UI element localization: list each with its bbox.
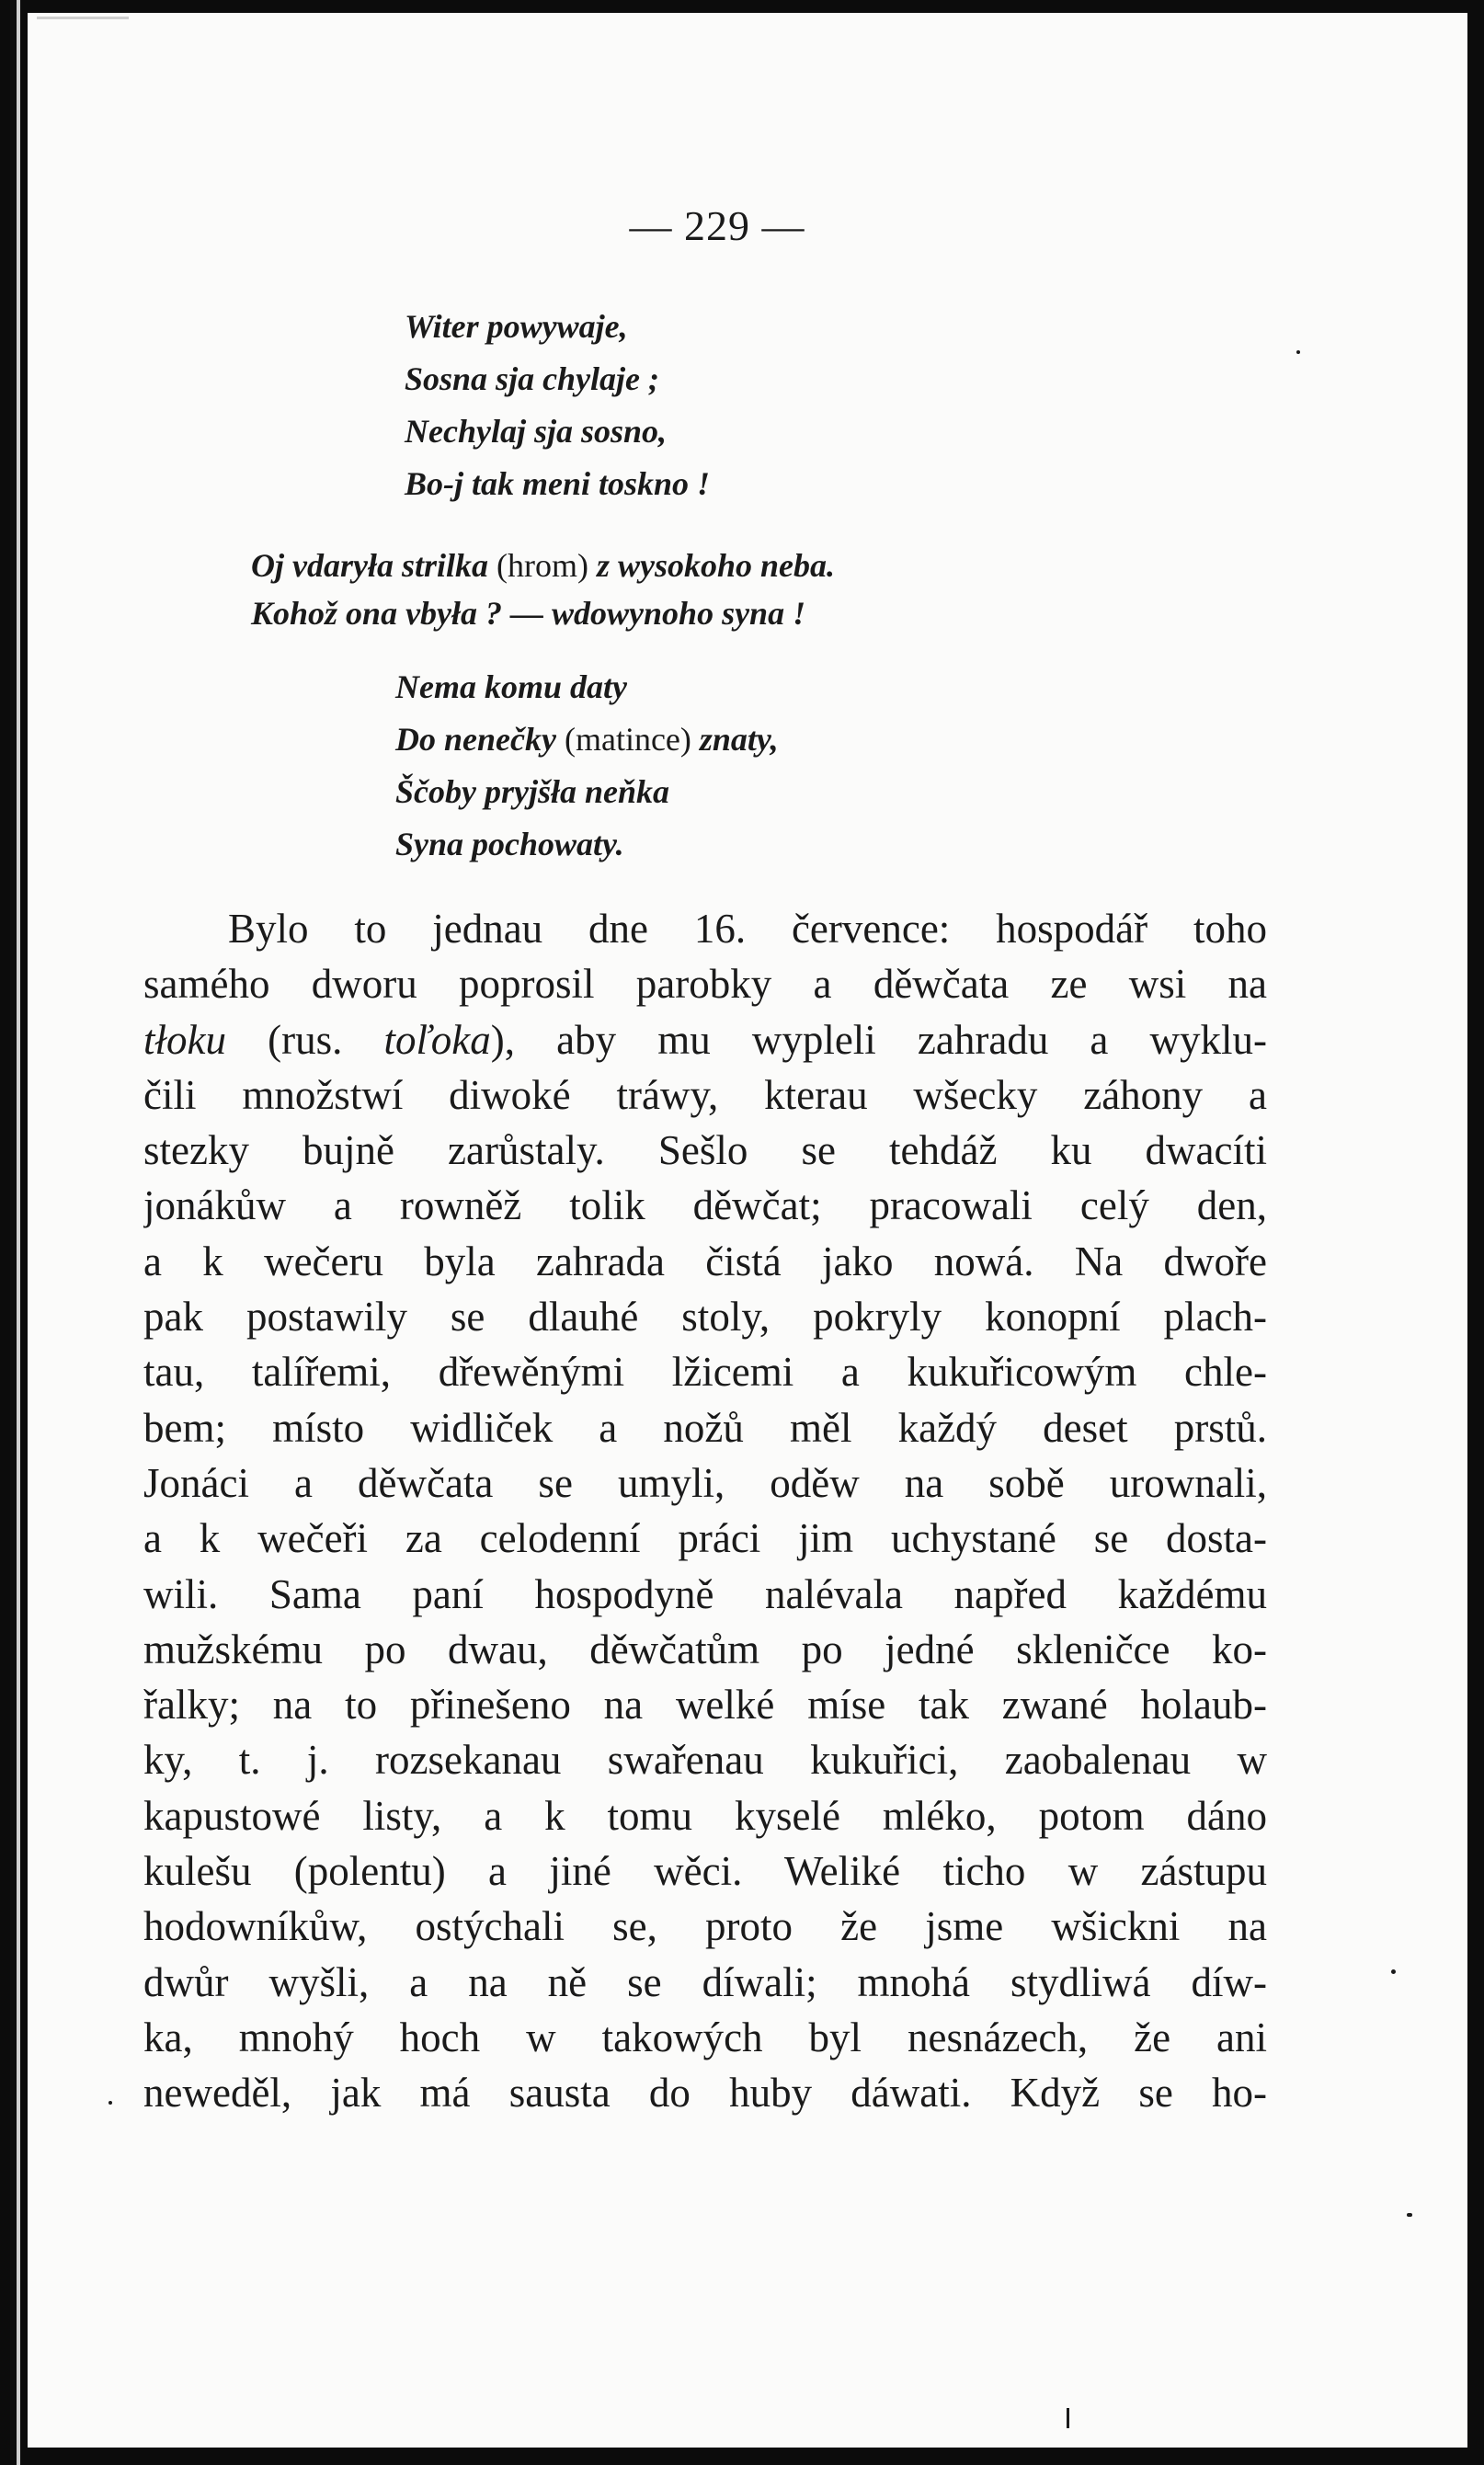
verse-text: z wysokoho neba.	[596, 547, 835, 584]
text-line: a k wečeři za celodenní práci jim uchystané se dosta-	[143, 1515, 1267, 1562]
gloss: (matince)	[564, 721, 691, 758]
text-span: ), aby mu wypleli zahradu a wyklu-	[490, 1016, 1267, 1063]
term-italic: toľoka	[383, 1016, 491, 1063]
text-line: Bylo to jednau dne 16. července: hospodář toho	[228, 906, 1267, 952]
term-italic: tłoku	[143, 1016, 226, 1063]
scan-edge-left	[17, 0, 20, 2465]
scan-speck	[1296, 350, 1300, 354]
verse-line	[395, 713, 779, 766]
body-paragraph	[143, 901, 1267, 2121]
text-line: dwůr wyšli, a na ně se díwali; mnohá stydliwá díw-	[143, 1958, 1267, 2005]
text-line: wili. Sama paní hospodyně nalévala napřed každému	[143, 1570, 1267, 1617]
text-line	[143, 1012, 1267, 1067]
text-span: (rus.	[225, 1016, 384, 1063]
text-line: kulešu (polentu) a jiné wěci. Weliké ticho w zástupu	[143, 1848, 1267, 1895]
text-line: neweděl, jak má sausta do huby dáwati. Když se ho-	[143, 2070, 1267, 2117]
scan-speck	[1391, 1969, 1396, 1974]
text-line: ky, t. j. rozsekanau swařenau kukuřici, zaobalenau w	[143, 1737, 1267, 1784]
verse-line: Syna pochowaty.	[395, 826, 624, 862]
verse-line: Kohož ona vbyła ? — wdowynoho syna !	[251, 595, 806, 632]
verse-line: Sosna sja chylaje ;	[405, 360, 660, 397]
verse-line: Nema komu daty	[395, 668, 627, 705]
text-line: hodowníkůw, ostýchali se, proto že jsme wšickni na	[143, 1903, 1267, 1950]
scan-speck	[108, 2101, 112, 2105]
verse-stanza-2	[251, 542, 835, 637]
text-line: samého dworu poprosil parobky a děwčata ze wsi na	[143, 961, 1267, 1008]
verse-line: Bo-j tak meni toskno !	[405, 465, 711, 502]
scan-speck	[1067, 2408, 1069, 2428]
book-page	[28, 13, 1467, 2448]
verse-stanza-3	[395, 661, 779, 871]
text-line: jonákůw a rowněž tolik děwčat; pracowali celý den,	[143, 1182, 1267, 1229]
verse-text: Do nenečky	[395, 721, 556, 758]
text-line: ka, mnohý hoch w takowých byl nesnázech, že ani	[143, 2014, 1267, 2060]
verse-stanza-1	[405, 301, 710, 510]
verse-line: Ščoby pryjšła neňka	[395, 773, 670, 810]
verse-line: Witer powywaje,	[405, 308, 628, 345]
gloss: (hrom)	[497, 547, 588, 584]
text-line: řalky; na to přinešeno na welké míse tak zwané holaub-	[143, 1682, 1267, 1729]
text-line: stezky bujně zarůstaly. Sešlo se tehdáž ku dwacíti	[143, 1127, 1267, 1174]
scan-speck	[1407, 2213, 1412, 2217]
text-line: čili množstwí diwoké tráwy, kterau wšecky záhony a	[143, 1071, 1267, 1118]
text-line: Jonáci a děwčata se umyli, oděw na sobě urownali,	[143, 1459, 1267, 1506]
verse-line: Nechylaj sja sosno,	[405, 413, 668, 450]
text-line: mužskému po dwau, děwčatům po jedné skleničce ko-	[143, 1626, 1267, 1672]
scan-edge-tick	[37, 17, 129, 19]
text-line: bem; místo widliček a nožů měl každý deset prstů.	[143, 1404, 1267, 1451]
text-line: kapustowé listy, a k tomu kyselé mléko, potom dáno	[143, 1792, 1267, 1839]
verse-text: Oj vdaryła strilka	[251, 547, 488, 584]
text-line: tau, talířemi, dřewěnými lžicemi a kukuřicowým chle-	[143, 1349, 1267, 1396]
verse-text: znaty,	[699, 721, 779, 758]
text-line: a k wečeru byla zahrada čistá jako nowá. Na dwoře	[143, 1238, 1267, 1284]
text-line: pak postawily se dlauhé stoly, pokryly konopní plach-	[143, 1294, 1267, 1341]
verse-line	[251, 542, 835, 589]
page-number: — 229 —	[629, 202, 805, 249]
